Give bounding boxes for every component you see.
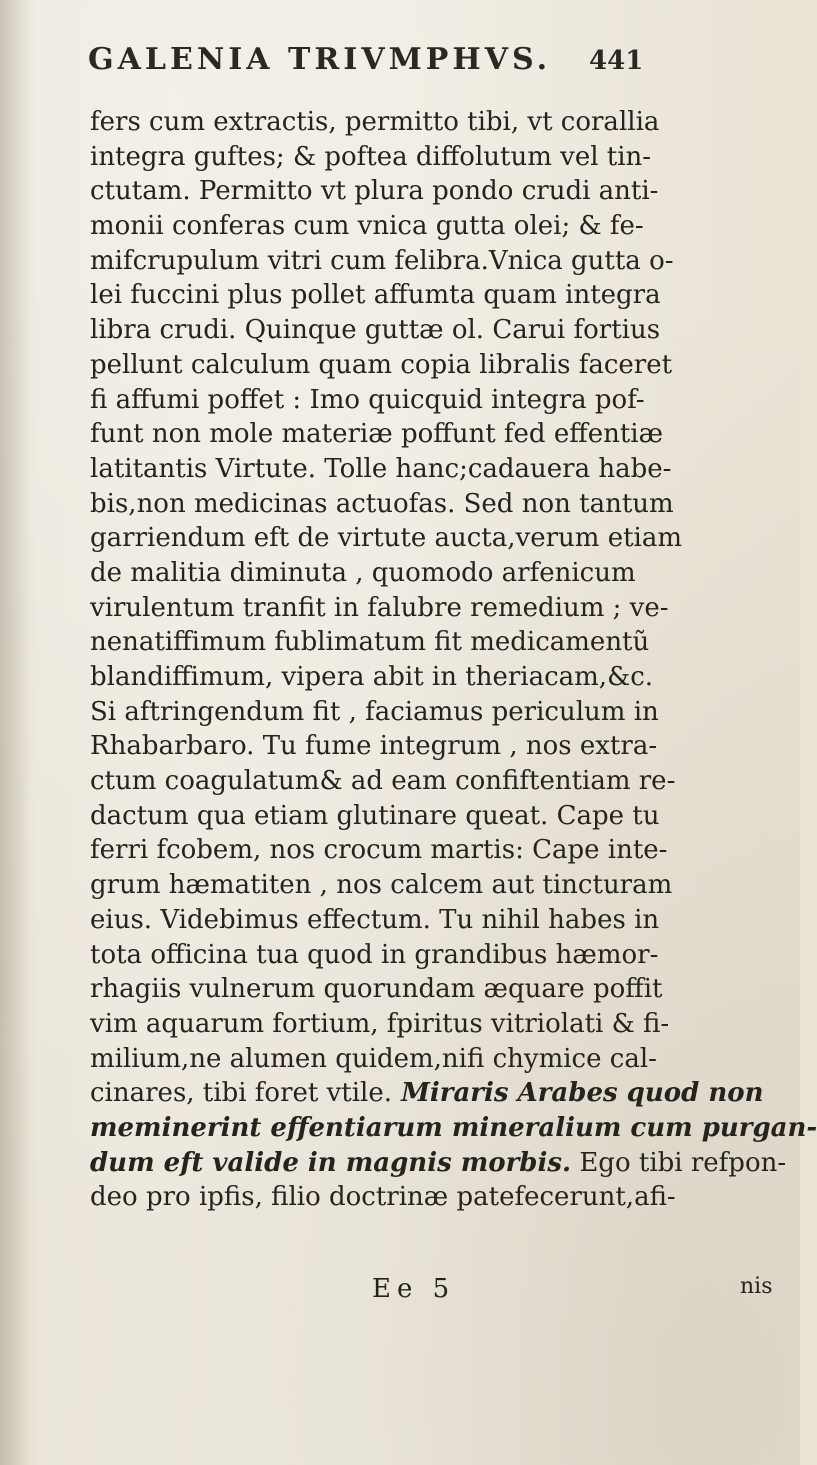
text-line: fers cum extractis, permitto tibi, vt corallia bbox=[90, 107, 660, 137]
text-line: Si aftringendum fit , faciamus periculum in bbox=[90, 696, 659, 727]
gutter-shadow bbox=[0, 0, 30, 1465]
text-line: dactum qua etiam glutinare queat. Cape tu bbox=[90, 800, 660, 831]
page-number: 441 bbox=[589, 46, 644, 76]
text-line: de malitia diminuta , quomodo arfenicum bbox=[90, 557, 636, 588]
text-line: integra guftes; & poftea diffolutum vel tin- bbox=[90, 141, 652, 172]
italic-passage: Miraris Arabes quod non bbox=[392, 1078, 764, 1109]
text-line: ctutam. Permitto vt plura pondo crudi anti- bbox=[90, 176, 659, 207]
body-text bbox=[90, 105, 817, 1215]
text-line: lei fuccini plus pollet affumta quam integra bbox=[90, 280, 661, 311]
text-line: rhagiis vulnerum quorundam æquare poffit bbox=[90, 974, 663, 1005]
text-line: mifcrupulum vitri cum felibra.Vnica gutta o- bbox=[90, 245, 674, 276]
text-line: grum hæmatiten , nos calcem aut tincturam bbox=[90, 870, 673, 901]
text-line: monii conferas cum vnica gutta olei; & fe- bbox=[90, 211, 644, 242]
text-line: fi affumi poffet : Imo quicquid integra pof- bbox=[90, 384, 645, 415]
text-line: tota officina tua quod in grandibus hæmor- bbox=[90, 939, 659, 970]
text-line: pellunt calculum quam copia libralis faceret bbox=[90, 349, 673, 380]
text-line: libra crudi. Quinque guttæ ol. Carui fortius bbox=[90, 315, 661, 346]
text-line: dum eft valide in magnis morbis. Ego tibi refpon- bbox=[90, 1147, 787, 1178]
signature-mark: Ee 5 bbox=[372, 1274, 456, 1304]
text-line: nenatiffimum fublimatum fit medicamentũ bbox=[90, 627, 650, 658]
text-line: Rhabarbaro. Tu fume integrum , nos extra- bbox=[90, 731, 658, 762]
catchword: nis bbox=[740, 1274, 773, 1299]
page-footer bbox=[0, 1274, 800, 1308]
running-head bbox=[88, 42, 728, 77]
text-line: milium,ne alumen quidem,nifi chymice cal- bbox=[90, 1043, 657, 1074]
text-line: blandiffimum, vipera abit in theriacam,&c. bbox=[90, 662, 654, 692]
text-line: vim aquarum fortium, fpiritus vitriolati & fi- bbox=[90, 1008, 670, 1039]
text-line: bis,non medicinas actuofas. Sed non tantum bbox=[90, 488, 674, 519]
text-line bbox=[90, 1111, 817, 1146]
text-line: garriendum eft de virtute aucta,verum etiam bbox=[90, 523, 682, 554]
text-line: eius. Videbimus effectum. Tu nihil habes in bbox=[90, 904, 660, 935]
text-line: latitantis Virtute. Tolle hanc;cadauera habe- bbox=[90, 453, 672, 484]
italic-passage: meminerint effentiarum mineralium cum purgan- bbox=[90, 1112, 817, 1143]
italic-passage: dum eft valide in magnis morbis. bbox=[90, 1147, 572, 1178]
text-line: virulentum tranfit in falubre remedium ; ve- bbox=[90, 592, 669, 623]
text-line: cinares, tibi foret vtile. Miraris Arabes quod non bbox=[90, 1078, 764, 1109]
running-title: GALENIA TRIVMPHVS. bbox=[88, 42, 552, 77]
text-line: deo pro ipfis, filio doctrinæ patefecerunt,afi- bbox=[90, 1182, 676, 1213]
text-line: ctum coagulatum& ad eam confiftentiam re- bbox=[90, 766, 676, 797]
text-line: ferri fcobem, nos crocum martis: Cape inte- bbox=[90, 835, 668, 866]
text-line: funt non mole materiæ poffunt fed effentiæ bbox=[90, 419, 664, 450]
